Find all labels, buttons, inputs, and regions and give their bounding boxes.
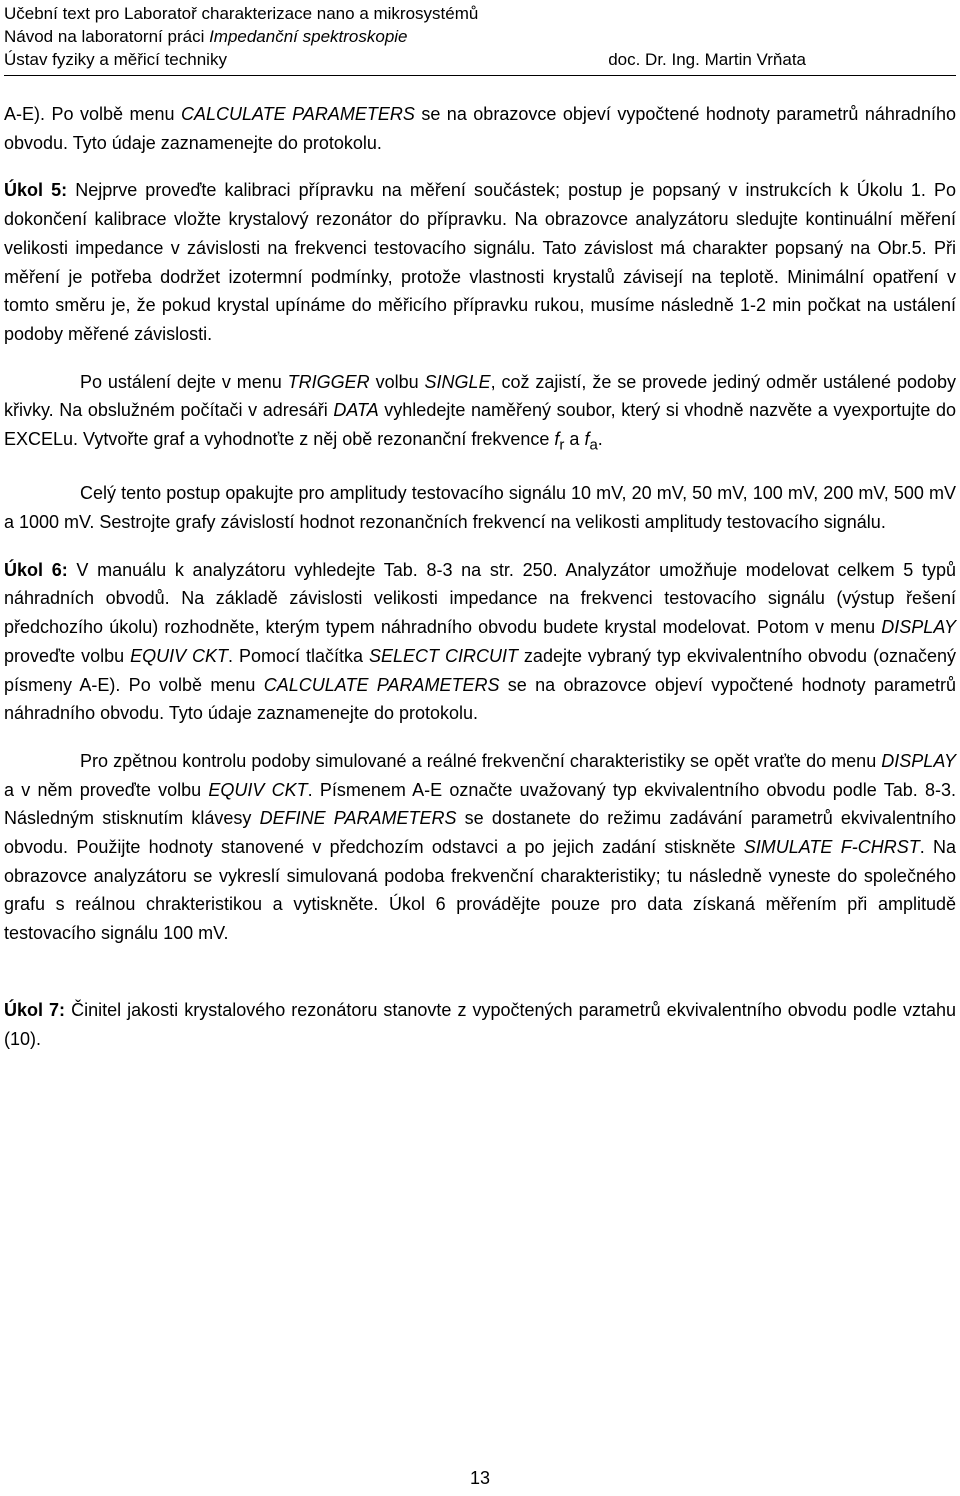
menu-option: SINGLE (424, 371, 491, 392)
trigger-paragraph (4, 368, 956, 461)
text-run: zadejte vybraný typ ekvivalentního obvodu (označený písmeny A-E). Po volbě menu (4, 645, 956, 695)
task-label: Úkol 5: (4, 180, 68, 201)
symbol-f: f (554, 429, 560, 450)
menu-name: DISPLAY (881, 617, 956, 638)
text-run: se dostanete do režimu zadávání parametrů ekvivalentního obvodu. Použijte hodnoty stanovené v předchozím odstavci a po jejich zadání stiskněte (4, 808, 956, 858)
text-run: se na obrazovce objeví vypočtené hodnoty parametrů náhradního obvodu. Tyto údaje zaznamenejte do protokolu. (4, 104, 956, 153)
document-body (4, 100, 956, 1053)
amplitude-paragraph: Celý tento postup opakujte pro amplitudy testovacího signálu 10 mV, 20 mV, 50 mV, 100 mV, 200 mV, 500 mV a 1000 mV. Sestrojte grafy závislostí hodnot rezonančních frekvencí na velikosti amplitudy testovacího signálu. (4, 483, 956, 533)
key-name: SIMULATE F-CHRST (743, 837, 920, 858)
header-guide-title (4, 25, 956, 48)
header-guide-prefix: Návod na laboratorní práci (4, 27, 210, 46)
menu-name: DISPLAY (881, 750, 956, 771)
text-run: a v něm proveďte volbu (4, 779, 209, 800)
folder-name: DATA (333, 400, 379, 421)
subscript: a (589, 436, 598, 454)
menu-option: EQUIV CKT (208, 779, 308, 800)
text-run: vyhledejte naměřený soubor, který si vhodně nazvěte a vyexportujte do EXCELu. Vytvořte graf a vyhodnoťte z něj obě rezonanční frekvence (4, 400, 956, 450)
header-author-row (4, 48, 956, 71)
text-run: Pro zpětnou kontrolu podoby simulované a reálné frekvenční charakteristiky se opět vraťte do menu (80, 750, 882, 771)
text-run: Činitel jakosti krystalového rezonátoru stanovte z vypočtených parametrů ekvivalentního obvodu podle vztahu (10). (4, 999, 957, 1049)
header-course-title: Učební text pro Laboratoř charakterizace nano a mikrosystémů (4, 4, 479, 23)
menu-option: EQUIV CKT (130, 645, 229, 666)
text-run: . Písmenem A-E označte uvažovaný typ ekvivalentního obvodu podle Tab. 8-3. Následným stisknutím klávesy (4, 779, 956, 829)
symbol-f: f (584, 429, 590, 450)
text-run: . Na obrazovce analyzátoru se vykreslí simulovaná podoba frekvenční charakteristiky; tu následně vyneste do společného grafu s reálnou chrakteristikou a vytiskněte. Úkol 6 provádějte pouze pro data získaná měřením při amplitudě testovacího signálu 100 mV. (4, 837, 956, 944)
subscript: r (559, 436, 565, 454)
header-author: doc. Dr. Ing. Martin Vrňata (608, 50, 806, 69)
task-5-paragraph (4, 176, 956, 348)
page-header (4, 2, 956, 76)
text-run: a (564, 429, 585, 450)
menu-name: CALCULATE PARAMETERS (180, 104, 415, 124)
text-run: . (597, 429, 603, 450)
text-run: A-E). Po volbě menu (4, 104, 181, 124)
text-run: Nejprve proveďte kalibraci přípravku na měření součástek; postup je popsaný v instrukcích k Úkolu 1. Po dokončení kalibrace vložte krystalový rezonátor do přípravku. Na obrazovce analyzátoru sledujte kontinuální měření velikosti impedance v závislosti na frekvenci testovacího signálu. Tato závislost má charakter popsaný na Obr.5. Při měření je potřeba dodržet izotermní podmínky, protože vlastnosti krystalů závisejí na teplotě. Minimální opatření v tomto směru je, že pokud krystal upínáme do měřicího přípravku rukou, musíme následně 1-2 min počkat na ustálení podoby měřené závislosti. (4, 180, 956, 344)
menu-name: CALCULATE PARAMETERS (263, 674, 500, 695)
key-name: DEFINE PARAMETERS (259, 808, 457, 829)
text-run: volbu (369, 371, 425, 392)
task-label: Úkol 7: (4, 999, 66, 1020)
text-run: . Pomocí tlačítka (228, 645, 369, 666)
paragraph-continuation (4, 100, 956, 157)
task-label: Úkol 6: (4, 559, 68, 580)
text-run: , což zajistí, že se provede jediný odměr ustálené podoby křivky. Na obslužném počítači v adresáři (4, 371, 957, 421)
text-run: V manuálu k analyzátoru vyhledejte Tab. 8-3 na str. 250. Analyzátor umožňuje modelovat celkem 5 typů náhradních obvodů. Na základě závislosti velikosti impedance na frekvenci testovacího signálu (výstup řešení předchozího úkolu) rozhodněte, kterým typem náhradního obvodu budete krystal modelovat. Potom v menu (4, 559, 956, 638)
text-run: proveďte volbu (4, 645, 131, 666)
header-institute: Ústav fyziky a měřicí techniky (4, 50, 227, 69)
text-run: se na obrazovce objeví vypočtené hodnoty parametrů náhradního obvodu. Tyto údaje zaznamenejte do protokolu. (4, 674, 957, 724)
button-name: SELECT CIRCUIT (368, 645, 518, 666)
header-guide-topic: Impedanční spektroskopie (209, 27, 408, 46)
text-run: Po ustálení dejte v menu (80, 371, 288, 392)
task-7-paragraph (4, 996, 956, 1053)
menu-name: TRIGGER (287, 371, 370, 392)
task-6-paragraph (4, 556, 956, 728)
page-number: 13 (469, 1468, 491, 1488)
verification-paragraph (4, 747, 956, 948)
